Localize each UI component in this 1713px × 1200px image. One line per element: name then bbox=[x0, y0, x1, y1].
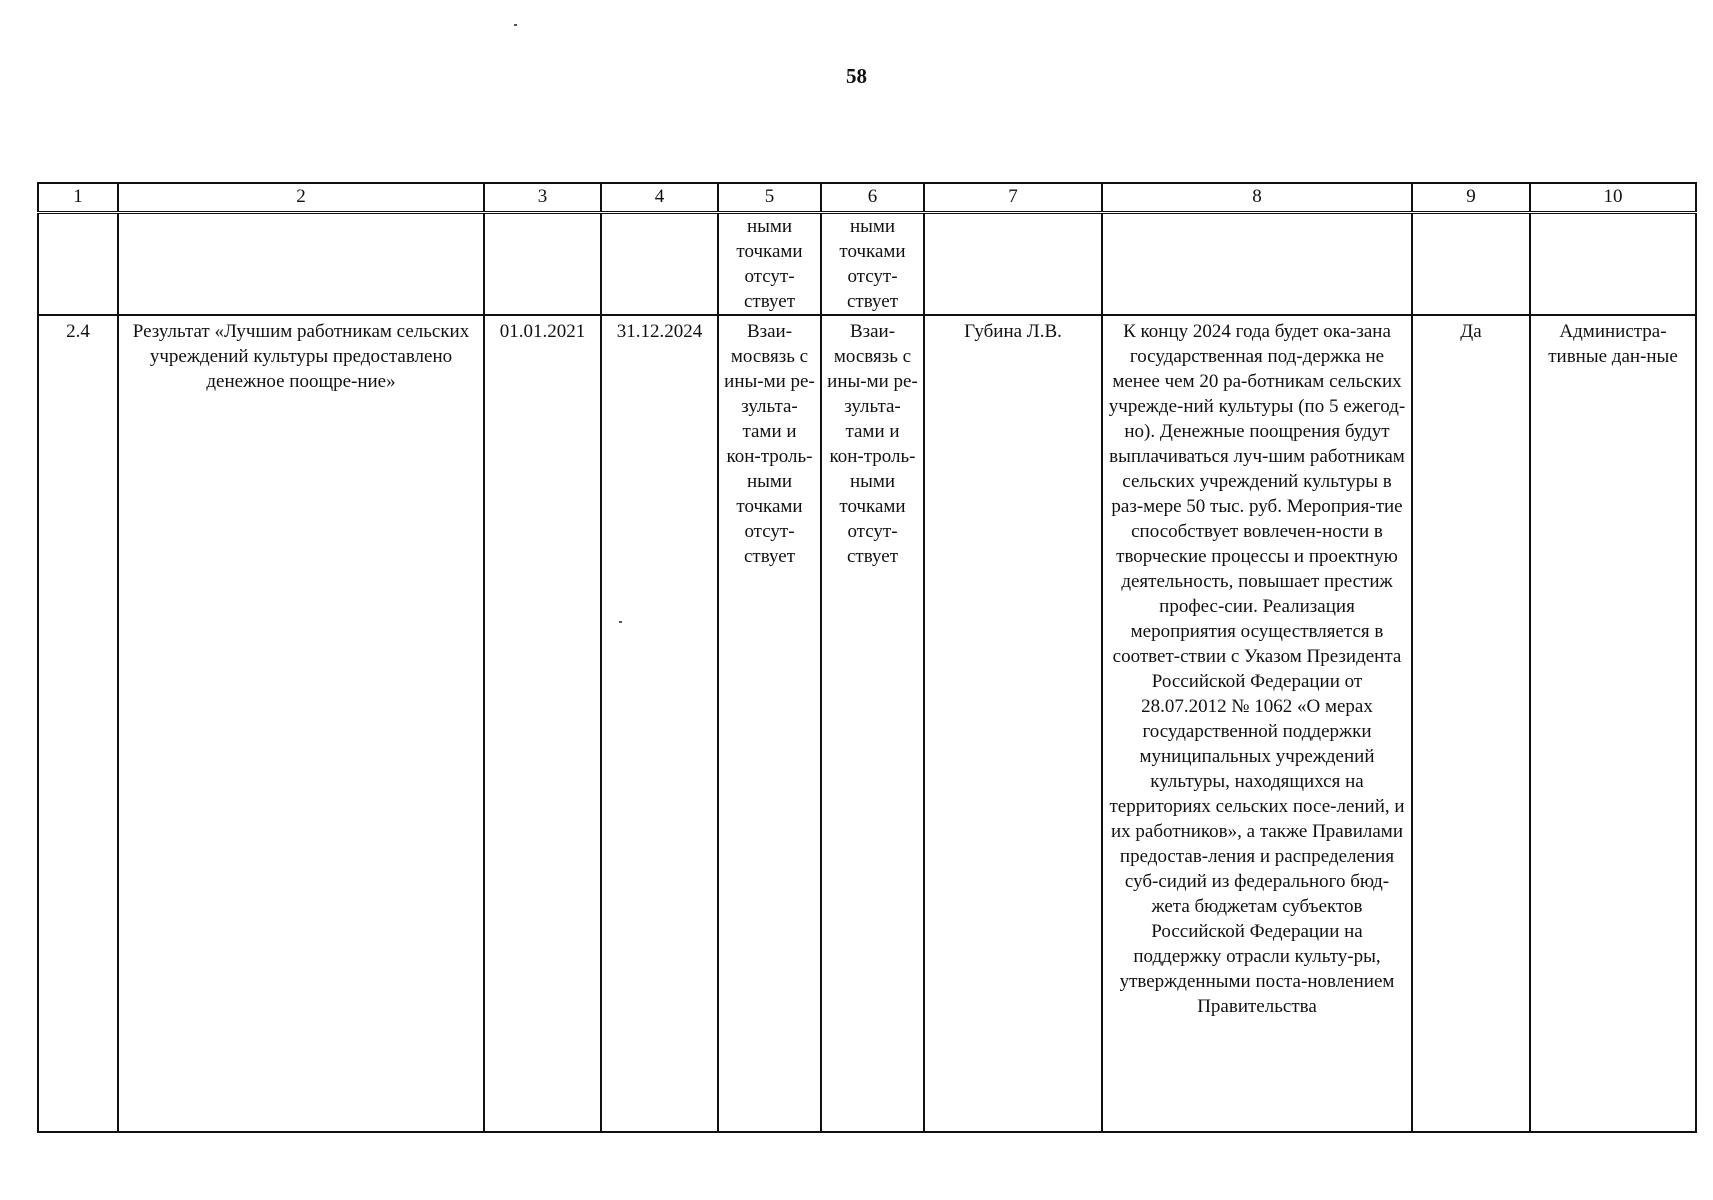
column-number-10: 10 bbox=[1530, 183, 1696, 213]
column-number-6: 6 bbox=[821, 183, 924, 213]
column-number-row bbox=[38, 183, 1696, 213]
cont-cell-1 bbox=[38, 213, 118, 316]
cont-cell-4 bbox=[601, 213, 718, 316]
cont-cell-5: ными точками отсут-ствует bbox=[718, 213, 821, 316]
column-number-7: 7 bbox=[924, 183, 1102, 213]
relation-cell-5: Взаи-мосвязь с ины-ми ре-зульта-тами и кон-троль-ными точками отсут-ствует bbox=[718, 315, 821, 1132]
column-number-3: 3 bbox=[484, 183, 601, 213]
continuation-row bbox=[38, 213, 1696, 316]
column-number-4: 4 bbox=[601, 183, 718, 213]
cont-cell-9 bbox=[1412, 213, 1530, 316]
cont-cell-3 bbox=[484, 213, 601, 316]
relation-cell-6: Взаи-мосвязь с ины-ми ре-зульта-тами и кон-троль-ными точками отсут-ствует bbox=[821, 315, 924, 1132]
cont-cell-2 bbox=[118, 213, 484, 316]
column-number-1: 1 bbox=[38, 183, 118, 213]
data-source: Администра-тивные дан-ные bbox=[1530, 315, 1696, 1132]
table-row bbox=[38, 315, 1696, 1132]
column-number-2: 2 bbox=[118, 183, 484, 213]
flag-value: Да bbox=[1412, 315, 1530, 1132]
cont-cell-7 bbox=[924, 213, 1102, 316]
scan-speck bbox=[514, 24, 517, 26]
end-date: 31.12.2024 bbox=[601, 315, 718, 1132]
start-date: 01.01.2021 bbox=[484, 315, 601, 1132]
column-number-9: 9 bbox=[1412, 183, 1530, 213]
column-number-5: 5 bbox=[718, 183, 821, 213]
responsible-person: Губина Л.В. bbox=[924, 315, 1102, 1132]
cont-cell-6: ными точками отсут-ствует bbox=[821, 213, 924, 316]
scan-speck bbox=[619, 621, 622, 623]
description-text: К концу 2024 года будет ока-зана государственная под-держка не менее чем 20 ра-ботникам сельских учрежде-ний культуры (по 5 ежегод-но). Денежные поощрения будут выплачиваться луч-шим работникам сельских учреждений культуры в раз-мере 50 тыс. руб. Мероприя-тие способствует вовлечен-ности в творческие процессы и проектную деятельность, повышает престиж профес-сии. Реализация мероприятия осуществляется в соответ-ствии с Указом Президента Российской Федерации от 28.07.2012 № 1062 «О мерах государственной поддержки муниципальных учреждений культуры, находящихся на территориях сельских посе-лений, и их работников», а также Правилами предостав-ления и распределения суб-сидий из федерального бюд-жета бюджетам субъектов Российской Федерации на поддержку отрасли культу-ры, утвержденными поста-новлением Правительства bbox=[1102, 315, 1412, 1132]
plan-table bbox=[37, 182, 1697, 1133]
result-name: Результат «Лучшим работникам сельских учреждений культуры предоставлено денежное поощре-ние» bbox=[118, 315, 484, 1132]
row-number: 2.4 bbox=[38, 315, 118, 1132]
page-number: 58 bbox=[846, 64, 867, 88]
cont-cell-8 bbox=[1102, 213, 1412, 316]
column-number-8: 8 bbox=[1102, 183, 1412, 213]
cont-cell-10 bbox=[1530, 213, 1696, 316]
